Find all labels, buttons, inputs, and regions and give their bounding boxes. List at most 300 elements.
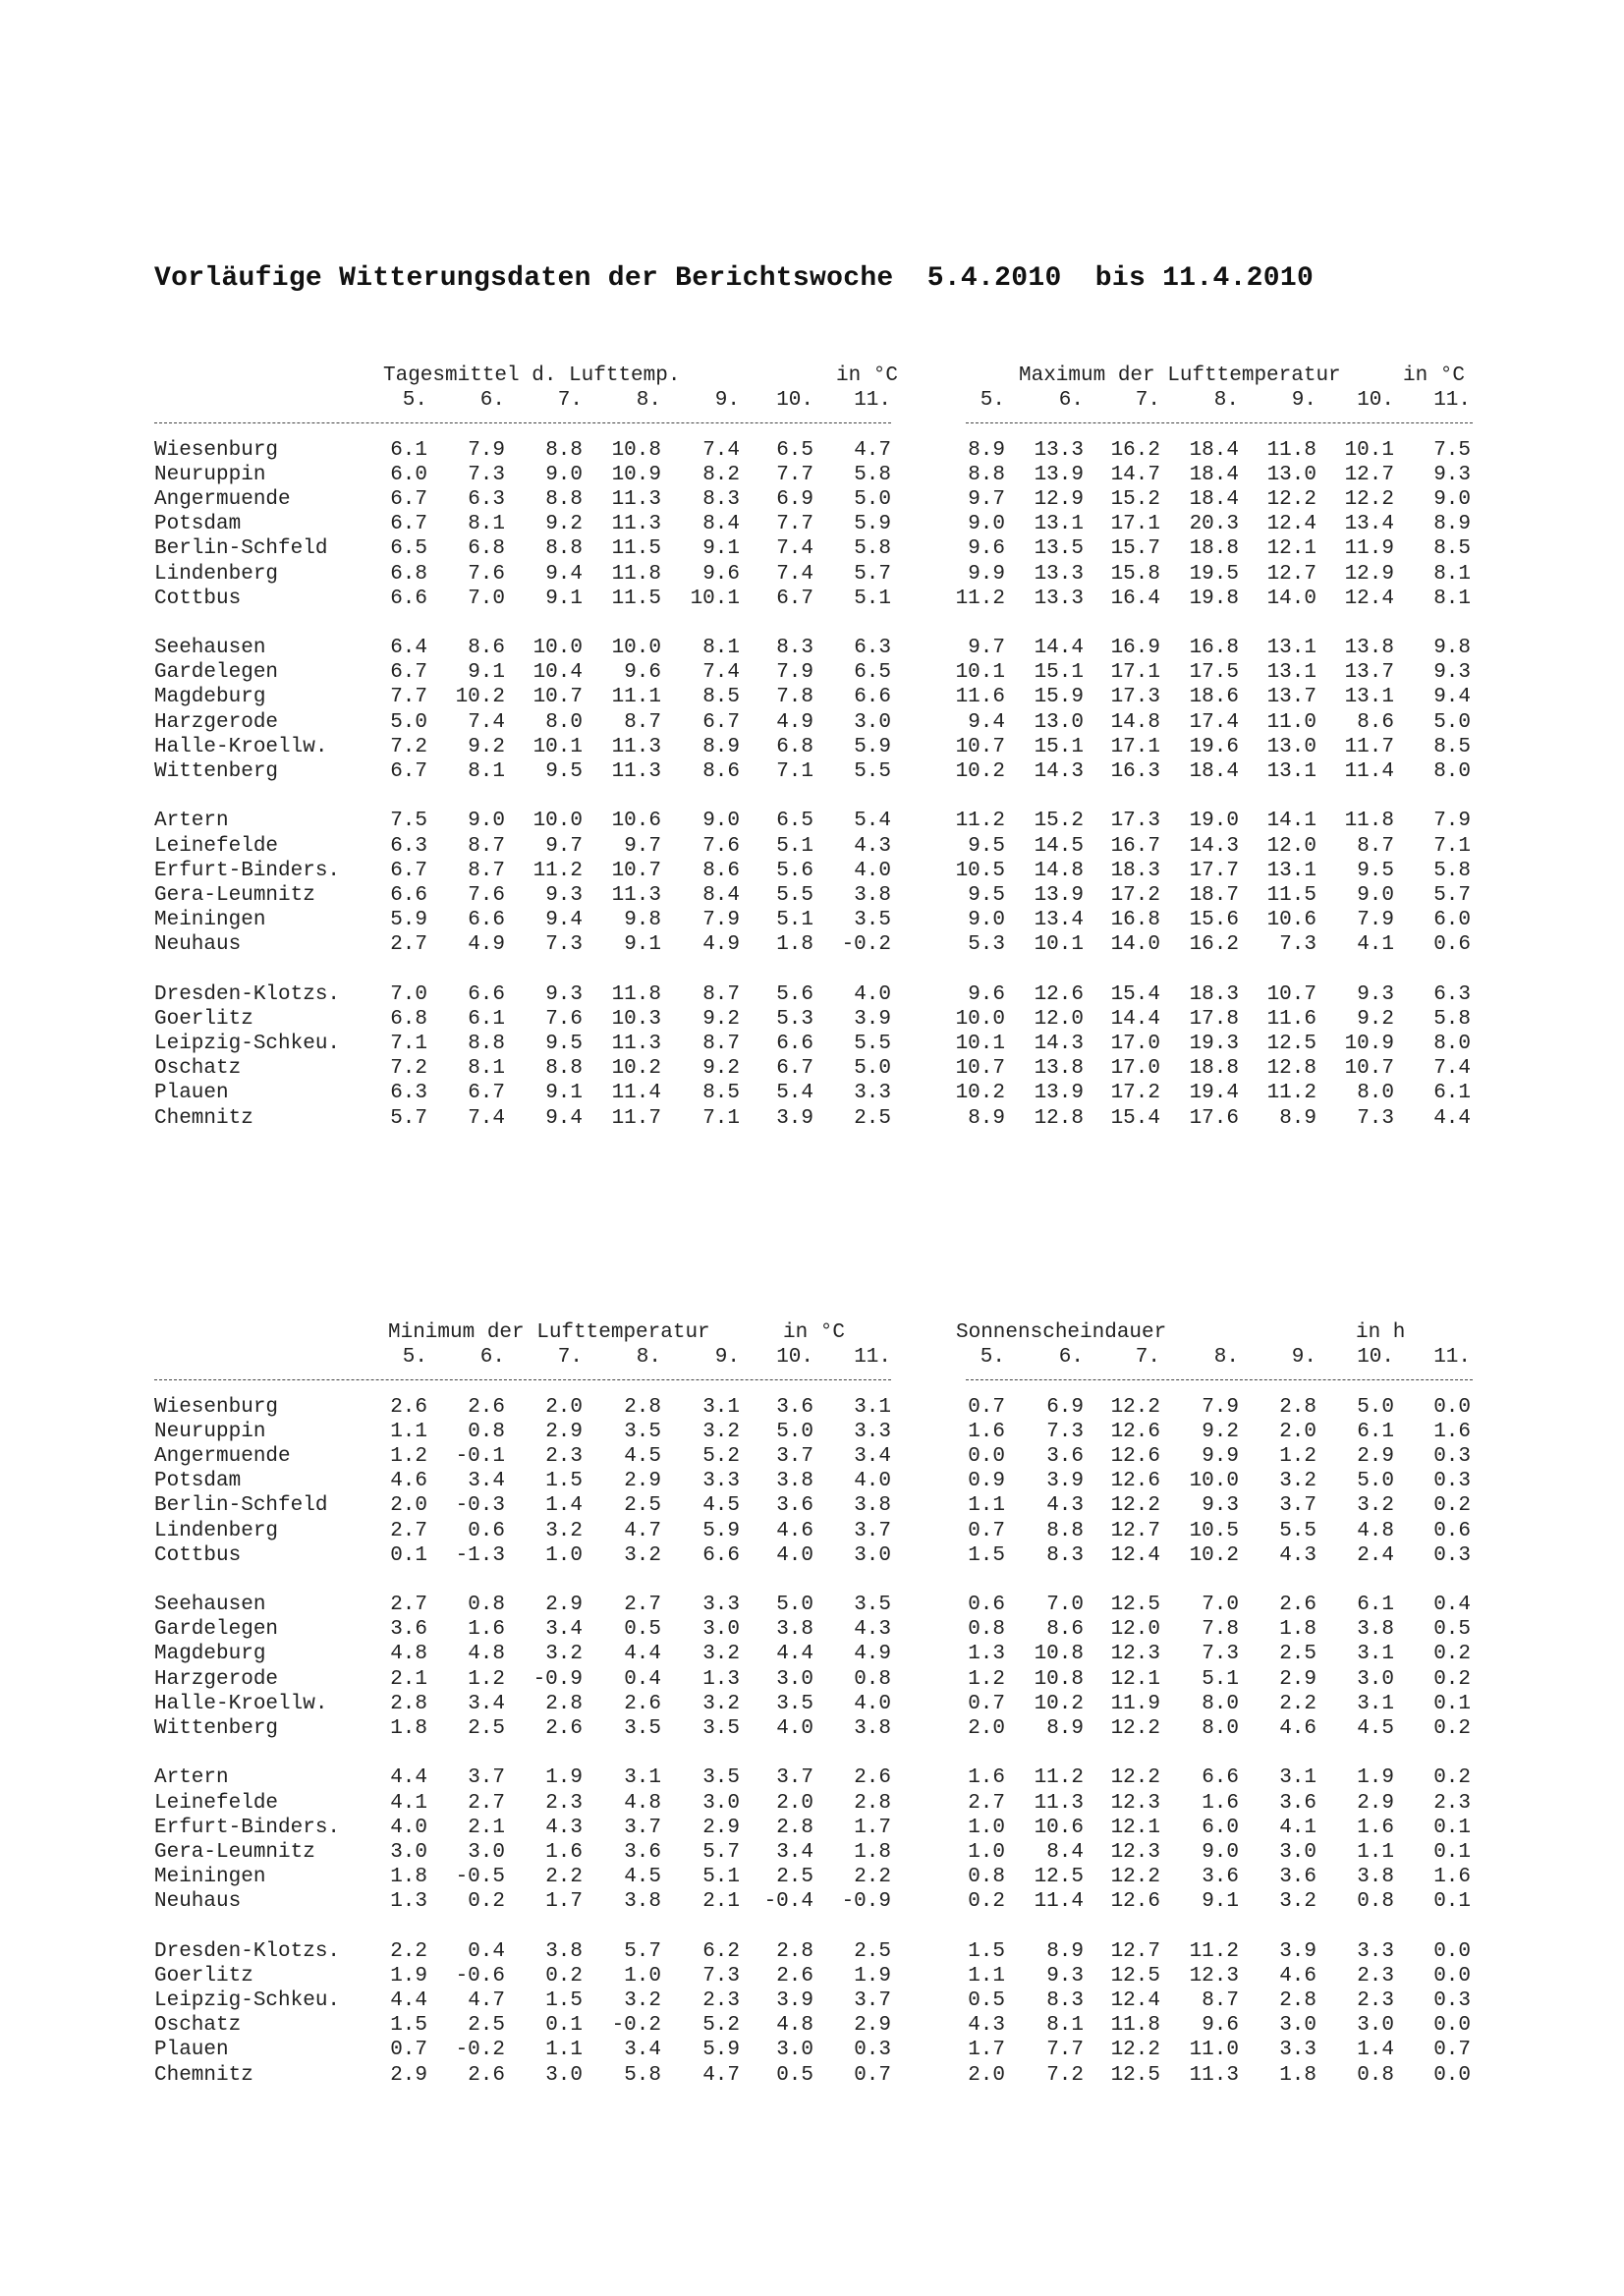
value-cell: -0.4 xyxy=(763,1890,813,1914)
value-cell: -0.5 xyxy=(455,1866,505,1889)
right-section-unit: in h xyxy=(1356,1321,1406,1344)
value-cell: 2.7 xyxy=(390,933,427,957)
value-cell: 0.9 xyxy=(968,1470,1005,1493)
value-cell: 2.7 xyxy=(624,1594,661,1617)
value-cell: 3.9 xyxy=(854,1007,891,1031)
value-cell: 10.6 xyxy=(1034,1816,1084,1839)
day-label-right: 6. xyxy=(1058,389,1084,413)
value-cell: 6.0 xyxy=(1433,909,1471,932)
value-cell: 3.4 xyxy=(468,1470,505,1493)
value-cell: 5.5 xyxy=(854,1033,891,1056)
day-label-right: 5. xyxy=(980,389,1005,413)
value-cell: 3.8 xyxy=(776,1470,813,1493)
value-cell: 2.8 xyxy=(1279,1395,1316,1419)
value-cell: 6.8 xyxy=(390,1007,427,1031)
value-cell: 13.9 xyxy=(1034,1082,1084,1105)
value-cell: -0.3 xyxy=(455,1494,505,1518)
value-cell: 4.0 xyxy=(854,859,891,882)
value-cell: 12.4 xyxy=(1266,513,1316,536)
value-cell: 3.5 xyxy=(854,909,891,932)
value-cell: 2.0 xyxy=(968,2063,1005,2087)
value-cell: -0.2 xyxy=(611,2014,661,2038)
value-cell: 7.2 xyxy=(390,735,427,758)
value-cell: 8.6 xyxy=(1046,1618,1084,1642)
value-cell: 12.4 xyxy=(1110,1989,1160,2013)
value-cell: 3.0 xyxy=(1357,2014,1394,2038)
value-cell: 8.1 xyxy=(468,513,505,536)
station-name: Potsdam xyxy=(154,1470,242,1493)
value-cell: 7.9 xyxy=(1357,909,1394,932)
value-cell: 15.1 xyxy=(1034,661,1084,685)
value-cell: 6.4 xyxy=(390,637,427,660)
value-cell: 1.6 xyxy=(545,1840,583,1864)
value-cell: 10.1 xyxy=(1034,933,1084,957)
value-cell: 6.1 xyxy=(390,438,427,462)
value-cell: 8.5 xyxy=(702,1082,740,1105)
value-cell: 8.3 xyxy=(702,487,740,511)
value-cell: 0.7 xyxy=(968,1519,1005,1542)
station-name: Gardelegen xyxy=(154,1618,279,1642)
station-name: Dresden-Klotzs. xyxy=(154,1939,341,1963)
value-cell: 1.4 xyxy=(1357,2039,1394,2062)
value-cell: 2.1 xyxy=(468,1816,505,1839)
value-cell: 5.9 xyxy=(702,2039,740,2062)
day-label-right: 5. xyxy=(980,1346,1005,1370)
value-cell: 0.2 xyxy=(1433,1766,1471,1790)
value-cell: 13.1 xyxy=(1266,760,1316,783)
value-cell: 9.1 xyxy=(1202,1890,1239,1914)
value-cell: 2.3 xyxy=(702,1989,740,2013)
value-cell: 0.3 xyxy=(1433,1989,1471,2013)
value-cell: 6.3 xyxy=(1433,982,1471,1006)
station-name: Lindenberg xyxy=(154,562,279,586)
value-cell: 1.7 xyxy=(968,2039,1005,2062)
value-cell: 0.6 xyxy=(1433,933,1471,957)
value-cell: 8.8 xyxy=(1046,1519,1084,1542)
day-label-left: 7. xyxy=(557,389,583,413)
value-cell: 8.7 xyxy=(1202,1989,1239,2013)
value-cell: 0.6 xyxy=(468,1519,505,1542)
value-cell: 5.9 xyxy=(854,513,891,536)
value-cell: 1.8 xyxy=(776,933,813,957)
value-cell: 6.6 xyxy=(702,1543,740,1567)
value-cell: 3.0 xyxy=(702,1791,740,1815)
value-cell: 3.1 xyxy=(624,1766,661,1790)
value-cell: 3.1 xyxy=(1279,1766,1316,1790)
station-name: Halle-Kroellw. xyxy=(154,1692,328,1715)
value-cell: 9.7 xyxy=(968,637,1005,660)
value-cell: 9.1 xyxy=(702,537,740,561)
value-cell: 3.2 xyxy=(702,1692,740,1715)
value-cell: 10.0 xyxy=(955,1007,1005,1031)
value-cell: 2.7 xyxy=(390,1594,427,1617)
value-cell: 4.4 xyxy=(390,1989,427,2013)
value-cell: 10.7 xyxy=(532,686,583,709)
value-cell: 2.5 xyxy=(776,1866,813,1889)
value-cell: 2.0 xyxy=(968,1717,1005,1740)
value-cell: 13.1 xyxy=(1034,513,1084,536)
value-cell: 13.4 xyxy=(1344,513,1394,536)
value-cell: 8.7 xyxy=(468,859,505,882)
value-cell: 6.0 xyxy=(1202,1816,1239,1839)
value-cell: 8.9 xyxy=(1433,513,1471,536)
value-cell: 3.2 xyxy=(545,1519,583,1542)
value-cell: 0.8 xyxy=(468,1594,505,1617)
value-cell: 6.7 xyxy=(776,587,813,610)
value-cell: 0.1 xyxy=(1433,1840,1471,1864)
value-cell: 3.7 xyxy=(624,1816,661,1839)
value-cell: 2.9 xyxy=(1279,1667,1316,1691)
value-cell: 5.8 xyxy=(854,537,891,561)
value-cell: 15.7 xyxy=(1110,537,1160,561)
day-label-left: 6. xyxy=(479,389,505,413)
value-cell: 8.1 xyxy=(468,760,505,783)
value-cell: 6.7 xyxy=(390,487,427,511)
station-name: Neuhaus xyxy=(154,1890,242,1914)
value-cell: 2.1 xyxy=(390,1667,427,1691)
value-cell: 1.0 xyxy=(624,1964,661,1988)
value-cell: 10.8 xyxy=(1034,1643,1084,1666)
value-cell: 6.5 xyxy=(390,537,427,561)
value-cell: 17.0 xyxy=(1110,1033,1160,1056)
value-cell: 1.6 xyxy=(968,1766,1005,1790)
value-cell: 7.8 xyxy=(776,686,813,709)
value-cell: 12.1 xyxy=(1110,1667,1160,1691)
value-cell: 6.6 xyxy=(468,982,505,1006)
value-cell: 5.0 xyxy=(1357,1395,1394,1419)
value-cell: 12.4 xyxy=(1344,587,1394,610)
value-cell: 6.7 xyxy=(390,661,427,685)
value-cell: 10.2 xyxy=(1189,1543,1239,1567)
value-cell: 4.4 xyxy=(390,1766,427,1790)
value-cell: 4.9 xyxy=(776,710,813,734)
value-cell: 8.1 xyxy=(702,637,740,660)
value-cell: 0.5 xyxy=(968,1989,1005,2013)
value-cell: 18.8 xyxy=(1189,1057,1239,1081)
value-cell: 4.6 xyxy=(1279,1717,1316,1740)
value-cell: 5.5 xyxy=(1279,1519,1316,1542)
value-cell: 4.4 xyxy=(1433,1106,1471,1130)
value-cell: 3.4 xyxy=(545,1618,583,1642)
value-cell: 7.6 xyxy=(545,1007,583,1031)
value-cell: 4.8 xyxy=(468,1643,505,1666)
value-cell: 2.5 xyxy=(1279,1643,1316,1666)
station-name: Leinefelde xyxy=(154,834,279,858)
value-cell: 5.8 xyxy=(854,463,891,486)
value-cell: 7.6 xyxy=(702,834,740,858)
station-name: Plauen xyxy=(154,1082,229,1105)
value-cell: 8.4 xyxy=(702,513,740,536)
value-cell: 2.0 xyxy=(1279,1420,1316,1443)
value-cell: 5.1 xyxy=(776,834,813,858)
value-cell: 9.6 xyxy=(1202,2014,1239,2038)
value-cell: 4.4 xyxy=(776,1643,813,1666)
value-cell: 11.0 xyxy=(1266,710,1316,734)
value-cell: 8.9 xyxy=(702,735,740,758)
value-cell: 1.0 xyxy=(968,1840,1005,1864)
value-cell: 1.1 xyxy=(968,1964,1005,1988)
value-cell: 1.5 xyxy=(390,2014,427,2038)
value-cell: 10.7 xyxy=(611,859,661,882)
value-cell: 14.3 xyxy=(1034,760,1084,783)
value-cell: 0.5 xyxy=(1433,1618,1471,1642)
value-cell: 7.9 xyxy=(702,909,740,932)
value-cell: 9.6 xyxy=(968,537,1005,561)
value-cell: 4.7 xyxy=(624,1519,661,1542)
value-cell: 12.6 xyxy=(1110,1890,1160,1914)
value-cell: 17.0 xyxy=(1110,1057,1160,1081)
value-cell: 3.8 xyxy=(854,883,891,907)
station-name: Potsdam xyxy=(154,513,242,536)
value-cell: 11.4 xyxy=(1344,760,1394,783)
value-cell: 9.1 xyxy=(624,933,661,957)
value-cell: 9.0 xyxy=(1433,487,1471,511)
value-cell: 6.6 xyxy=(1202,1766,1239,1790)
value-cell: 7.1 xyxy=(390,1033,427,1056)
value-cell: 13.8 xyxy=(1034,1057,1084,1081)
value-cell: 5.1 xyxy=(776,909,813,932)
value-cell: 5.9 xyxy=(390,909,427,932)
value-cell: 10.5 xyxy=(955,859,1005,882)
value-cell: 3.7 xyxy=(1279,1494,1316,1518)
station-name: Seehausen xyxy=(154,1594,266,1617)
value-cell: 7.4 xyxy=(776,537,813,561)
day-label-right: 11. xyxy=(1433,1346,1471,1370)
station-name: Neuruppin xyxy=(154,1420,266,1443)
value-cell: 13.3 xyxy=(1034,562,1084,586)
value-cell: 5.5 xyxy=(854,760,891,783)
value-cell: 1.1 xyxy=(545,2039,583,2062)
station-name: Erfurt-Binders. xyxy=(154,1816,341,1839)
value-cell: 4.8 xyxy=(624,1791,661,1815)
value-cell: 18.4 xyxy=(1189,760,1239,783)
day-label-right: 9. xyxy=(1291,389,1316,413)
value-cell: 2.8 xyxy=(545,1692,583,1715)
value-cell: 9.3 xyxy=(545,883,583,907)
value-cell: 12.6 xyxy=(1034,982,1084,1006)
station-name: Angermuende xyxy=(154,1444,291,1468)
value-cell: 3.5 xyxy=(624,1717,661,1740)
value-cell: 4.9 xyxy=(468,933,505,957)
value-cell: 9.7 xyxy=(624,834,661,858)
value-cell: 12.2 xyxy=(1110,1717,1160,1740)
value-cell: 9.9 xyxy=(1202,1444,1239,1468)
value-cell: 1.9 xyxy=(1357,1766,1394,1790)
value-cell: 11.2 xyxy=(1034,1766,1084,1790)
value-cell: 13.7 xyxy=(1344,661,1394,685)
value-cell: 3.2 xyxy=(1279,1890,1316,1914)
value-cell: 3.5 xyxy=(776,1692,813,1715)
value-cell: 0.5 xyxy=(624,1618,661,1642)
day-label-left: 7. xyxy=(557,1346,583,1370)
value-cell: 13.9 xyxy=(1034,883,1084,907)
day-label-left: 5. xyxy=(402,1346,427,1370)
value-cell: 8.4 xyxy=(1046,1840,1084,1864)
value-cell: 8.1 xyxy=(1433,562,1471,586)
value-cell: 3.6 xyxy=(1046,1444,1084,1468)
value-cell: 14.8 xyxy=(1034,859,1084,882)
value-cell: 5.0 xyxy=(854,1057,891,1081)
value-cell: 3.9 xyxy=(776,1989,813,2013)
value-cell: 5.0 xyxy=(1357,1470,1394,1493)
value-cell: 12.7 xyxy=(1110,1939,1160,1963)
station-name: Chemnitz xyxy=(154,2063,253,2087)
value-cell: 14.8 xyxy=(1110,710,1160,734)
value-cell: 2.1 xyxy=(702,1890,740,1914)
value-cell: 0.4 xyxy=(624,1667,661,1691)
value-cell: 2.3 xyxy=(1357,1964,1394,1988)
value-cell: 2.6 xyxy=(468,2063,505,2087)
value-cell: 10.7 xyxy=(955,1057,1005,1081)
value-cell: 5.6 xyxy=(776,982,813,1006)
value-cell: 3.0 xyxy=(468,1840,505,1864)
value-cell: 2.9 xyxy=(1357,1791,1394,1815)
value-cell: 1.1 xyxy=(1357,1840,1394,1864)
value-cell: 11.8 xyxy=(1266,438,1316,462)
value-cell: 12.9 xyxy=(1344,562,1394,586)
value-cell: 0.2 xyxy=(1433,1667,1471,1691)
value-cell: 5.2 xyxy=(702,2014,740,2038)
value-cell: 12.2 xyxy=(1110,1494,1160,1518)
value-cell: 6.7 xyxy=(702,710,740,734)
value-cell: 9.3 xyxy=(1046,1964,1084,1988)
value-cell: 6.8 xyxy=(468,537,505,561)
value-cell: 1.5 xyxy=(545,1470,583,1493)
value-cell: 17.1 xyxy=(1110,661,1160,685)
page-title: Vorläufige Witterungsdaten der Berichtswoche 5.4.2010 bis 11.4.2010 xyxy=(154,263,1315,294)
value-cell: 10.1 xyxy=(955,661,1005,685)
value-cell: 8.1 xyxy=(468,1057,505,1081)
station-name: Cottbus xyxy=(154,587,242,610)
day-label-left: 9. xyxy=(714,389,740,413)
value-cell: 15.8 xyxy=(1110,562,1160,586)
value-cell: 4.1 xyxy=(390,1791,427,1815)
value-cell: 17.3 xyxy=(1110,810,1160,833)
value-cell: 8.0 xyxy=(1357,1082,1394,1105)
value-cell: 13.9 xyxy=(1034,463,1084,486)
value-cell: 6.7 xyxy=(776,1057,813,1081)
value-cell: 0.2 xyxy=(1433,1717,1471,1740)
value-cell: 9.4 xyxy=(545,562,583,586)
value-cell: 8.2 xyxy=(702,463,740,486)
value-cell: 4.9 xyxy=(854,1643,891,1666)
value-cell: 0.6 xyxy=(968,1594,1005,1617)
value-cell: 3.0 xyxy=(702,1618,740,1642)
value-cell: 4.4 xyxy=(624,1643,661,1666)
value-cell: 6.3 xyxy=(854,637,891,660)
value-cell: 10.9 xyxy=(1344,1033,1394,1056)
value-cell: 2.8 xyxy=(1279,1989,1316,2013)
value-cell: 0.3 xyxy=(1433,1444,1471,1468)
value-cell: 2.8 xyxy=(390,1692,427,1715)
value-cell: 4.7 xyxy=(468,1989,505,2013)
value-cell: -1.3 xyxy=(455,1543,505,1567)
day-label-right: 8. xyxy=(1213,1346,1239,1370)
value-cell: 2.8 xyxy=(854,1791,891,1815)
value-cell: 3.0 xyxy=(1357,1667,1394,1691)
day-label-left: 6. xyxy=(479,1346,505,1370)
value-cell: 11.9 xyxy=(1344,537,1394,561)
day-label-right: 9. xyxy=(1291,1346,1316,1370)
value-cell: -0.1 xyxy=(455,1444,505,1468)
value-cell: 8.9 xyxy=(1046,1939,1084,1963)
value-cell: 2.0 xyxy=(390,1494,427,1518)
value-cell: 5.7 xyxy=(702,1840,740,1864)
value-cell: 3.7 xyxy=(776,1766,813,1790)
value-cell: 1.8 xyxy=(854,1840,891,1864)
value-cell: -0.2 xyxy=(841,933,891,957)
value-cell: 2.6 xyxy=(545,1717,583,1740)
value-cell: 19.4 xyxy=(1189,1082,1239,1105)
value-cell: 10.2 xyxy=(955,760,1005,783)
value-cell: 12.2 xyxy=(1110,1395,1160,1419)
station-name: Meiningen xyxy=(154,1866,266,1889)
value-cell: 2.5 xyxy=(624,1494,661,1518)
value-cell: 11.4 xyxy=(611,1082,661,1105)
station-name: Leipzig-Schkeu. xyxy=(154,1033,341,1056)
value-cell: 0.2 xyxy=(1433,1643,1471,1666)
value-cell: 5.0 xyxy=(776,1420,813,1443)
value-cell: 13.7 xyxy=(1266,686,1316,709)
value-cell: 2.6 xyxy=(854,1766,891,1790)
value-cell: 7.1 xyxy=(776,760,813,783)
value-cell: 10.3 xyxy=(611,1007,661,1031)
value-cell: 9.0 xyxy=(968,909,1005,932)
value-cell: 5.2 xyxy=(702,1444,740,1468)
value-cell: 10.1 xyxy=(955,1033,1005,1056)
value-cell: 6.1 xyxy=(468,1007,505,1031)
value-cell: 10.7 xyxy=(1344,1057,1394,1081)
value-cell: 1.0 xyxy=(968,1816,1005,1839)
value-cell: 13.1 xyxy=(1266,859,1316,882)
value-cell: 7.0 xyxy=(468,587,505,610)
value-cell: 11.4 xyxy=(1034,1890,1084,1914)
value-cell: 0.2 xyxy=(468,1890,505,1914)
value-cell: 3.4 xyxy=(776,1840,813,1864)
station-name: Goerlitz xyxy=(154,1964,253,1988)
value-cell: 15.4 xyxy=(1110,1106,1160,1130)
value-cell: 11.9 xyxy=(1110,1692,1160,1715)
value-cell: 9.2 xyxy=(1202,1420,1239,1443)
value-cell: 7.2 xyxy=(1046,2063,1084,2087)
value-cell: 11.8 xyxy=(1344,810,1394,833)
value-cell: 15.2 xyxy=(1034,810,1084,833)
value-cell: 5.0 xyxy=(390,710,427,734)
value-cell: 1.2 xyxy=(390,1444,427,1468)
value-cell: 0.7 xyxy=(854,2063,891,2087)
value-cell: 18.4 xyxy=(1189,463,1239,486)
value-cell: 0.3 xyxy=(854,2039,891,2062)
value-cell: 1.8 xyxy=(390,1866,427,1889)
value-cell: 4.0 xyxy=(776,1717,813,1740)
value-cell: 14.5 xyxy=(1034,834,1084,858)
value-cell: 3.2 xyxy=(1279,1470,1316,1493)
value-cell: 1.9 xyxy=(854,1964,891,1988)
value-cell: 3.8 xyxy=(854,1717,891,1740)
value-cell: 0.4 xyxy=(468,1939,505,1963)
value-cell: 12.2 xyxy=(1266,487,1316,511)
value-cell: 17.3 xyxy=(1110,686,1160,709)
value-cell: 11.2 xyxy=(955,587,1005,610)
value-cell: 11.8 xyxy=(1110,2014,1160,2038)
value-cell: 9.1 xyxy=(468,661,505,685)
value-cell: 4.5 xyxy=(624,1866,661,1889)
station-name: Leipzig-Schkeu. xyxy=(154,1989,341,2013)
value-cell: 2.6 xyxy=(776,1964,813,1988)
value-cell: 9.5 xyxy=(968,883,1005,907)
value-cell: 7.1 xyxy=(702,1106,740,1130)
value-cell: 5.0 xyxy=(1433,710,1471,734)
